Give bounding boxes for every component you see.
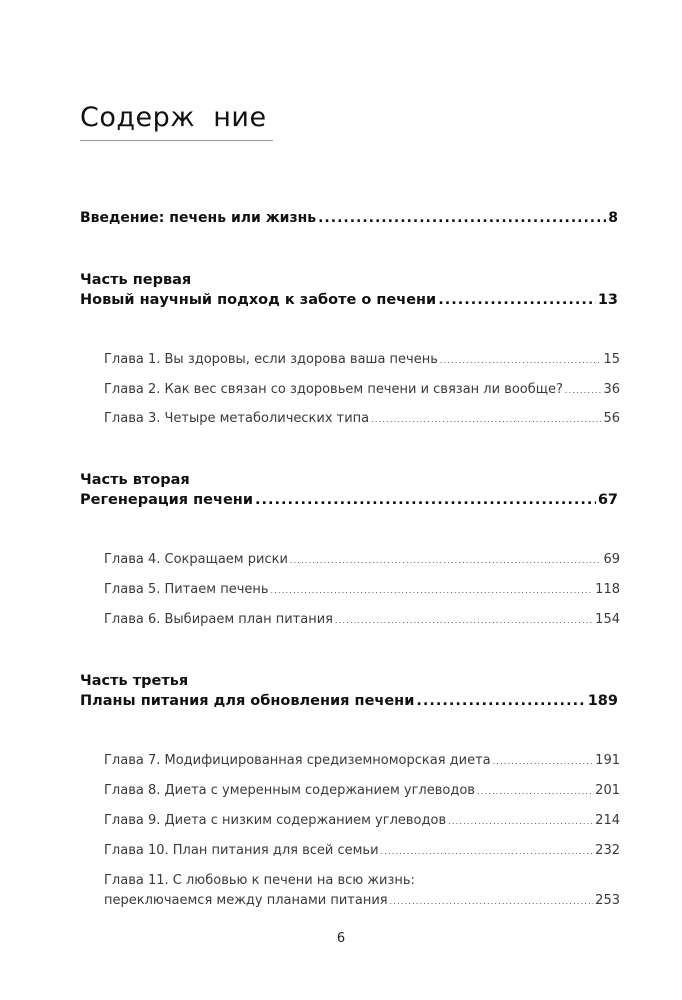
- dot-leader: [565, 386, 602, 395]
- toc-entry-intro[interactable]: [80, 210, 618, 226]
- toc-entry-label: Глава 9. Диета с низким содержанием углеводов: [104, 813, 447, 828]
- toc-entry-label: Глава 10. План питания для всей семьи: [104, 843, 379, 858]
- toc-entry-chapter-4[interactable]: [104, 552, 620, 567]
- toc-entry-page: 201: [595, 783, 620, 798]
- toc-entry-label: Планы питания для обновления печени: [80, 693, 415, 709]
- toc-entry-page: 118: [595, 582, 620, 597]
- toc-entry-chapter-6[interactable]: [104, 612, 620, 627]
- toc-entry-chapter-5[interactable]: [104, 582, 620, 597]
- toc-entry-part-3[interactable]: [80, 693, 618, 709]
- dot-leader: [371, 415, 601, 424]
- toc-entry-page: 214: [595, 813, 620, 828]
- toc-entry-chapter-1[interactable]: [104, 352, 620, 367]
- toc-entry-label: Новый научный подход к заботе о печени: [80, 292, 437, 308]
- dot-leader: [477, 787, 593, 796]
- toc-entry-chapter-9[interactable]: [104, 813, 620, 828]
- dot-leader: [416, 693, 585, 709]
- toc-entry-page: 189: [587, 693, 618, 709]
- part-3-label: Часть третья: [80, 673, 189, 689]
- toc-entry-chapter-3[interactable]: [104, 411, 620, 426]
- toc-entry-label: переключаемся между планами питания: [104, 893, 388, 908]
- toc-entry-page: 15: [603, 352, 620, 367]
- toc-entry-chapter-11-line-1[interactable]: Глава 11. С любовью к печени на всю жизнь:: [104, 873, 415, 888]
- title-underline: [80, 140, 273, 141]
- toc-entry-page: 191: [595, 753, 620, 768]
- toc-entry-label: Глава 6. Выбираем план питания: [104, 612, 333, 627]
- toc-entry-label: Глава 5. Питаем печень: [104, 582, 269, 597]
- toc-entry-label: Глава 2. Как вес связан со здоровьем печени и связан ли вообще?: [104, 382, 563, 397]
- part-1-label: Часть первая: [80, 272, 192, 288]
- toc-entry-chapter-2[interactable]: [104, 382, 620, 397]
- toc-entry-part-1[interactable]: [80, 292, 618, 308]
- toc-entry-chapter-7[interactable]: [104, 753, 620, 768]
- toc-entry-label: Глава 4. Сокращаем риски: [104, 552, 288, 567]
- toc-entry-label: Глава 1. Вы здоровы, если здорова ваша печень: [104, 352, 438, 367]
- toc-entry-page: 56: [603, 411, 620, 426]
- toc-entry-page: 232: [595, 843, 620, 858]
- dot-leader: [290, 556, 602, 565]
- toc-entry-chapter-10[interactable]: [104, 843, 620, 858]
- toc-entry-page: 8: [608, 210, 618, 226]
- toc-entry-page: 13: [597, 292, 618, 308]
- toc-entry-page: 253: [595, 893, 620, 908]
- toc-entry-chapter-11[interactable]: [104, 893, 620, 908]
- toc-entry-label: Глава 7. Модифицированная средиземноморская диета: [104, 753, 491, 768]
- dot-leader: [318, 210, 606, 226]
- dot-leader: [390, 897, 594, 906]
- toc-entry-label: Регенерация печени: [80, 492, 253, 508]
- dot-leader: [438, 292, 596, 308]
- dot-leader: [440, 356, 602, 365]
- dot-leader: [335, 616, 593, 625]
- part-2-label: Часть вторая: [80, 472, 190, 488]
- toc-entry-page: 154: [595, 612, 620, 627]
- dot-leader: [271, 586, 594, 595]
- toc-entry-page: 69: [603, 552, 620, 567]
- page-number: 6: [336, 931, 346, 946]
- toc-entry-label: Глава 3. Четыре метаболических типа: [104, 411, 370, 426]
- toc-entry-label: Глава 8. Диета с умеренным содержанием углеводов: [104, 783, 475, 798]
- toc-entry-label: Введение: печень или жизнь: [80, 210, 317, 226]
- dot-leader: [448, 817, 593, 826]
- page-title: Содерж ние: [80, 102, 267, 133]
- toc-entry-page: 67: [597, 492, 618, 508]
- toc-entry-chapter-8[interactable]: [104, 783, 620, 798]
- dot-leader: [493, 757, 594, 766]
- dot-leader: [255, 492, 596, 508]
- toc-entry-page: 36: [603, 382, 620, 397]
- toc-entry-part-2[interactable]: [80, 492, 618, 508]
- dot-leader: [381, 847, 594, 856]
